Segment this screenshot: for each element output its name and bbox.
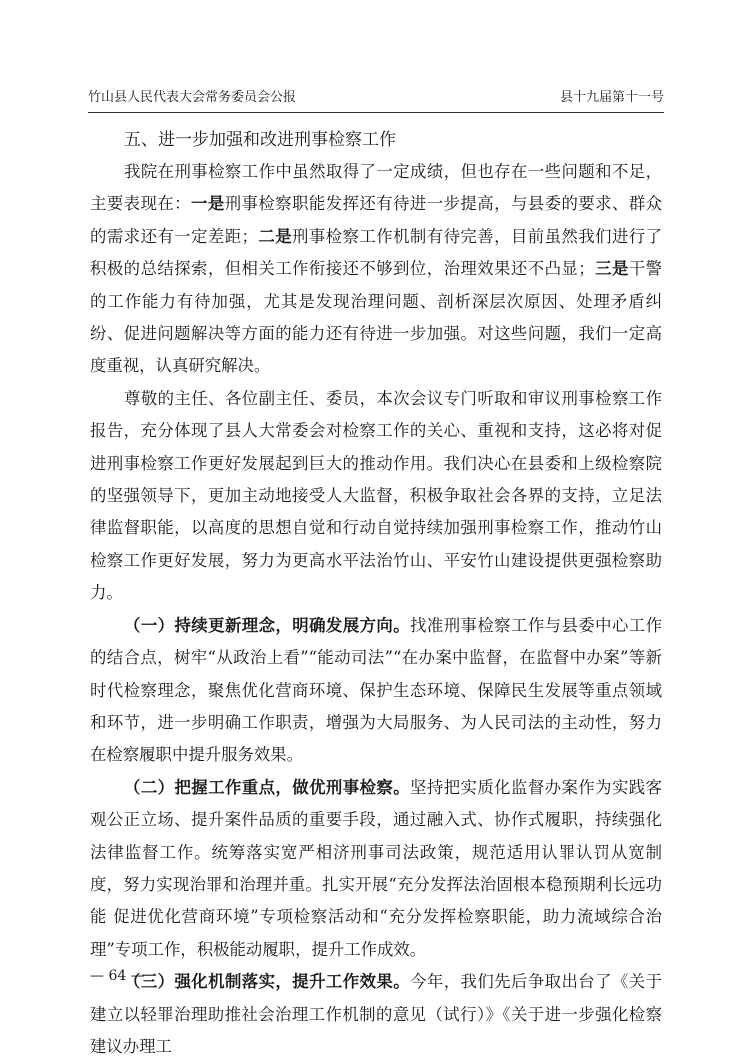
p1-text-4: 干警的工作能力有待加强，尤其是发现治理问题、剖析深层次原因、处理矛盾纠纷、促进问题解决等方面的能力还有待进一步加强。对这些问题，我们一定高度重视，认真研究解决。 bbox=[90, 259, 663, 376]
p1-marker-1: 一是 bbox=[191, 194, 225, 214]
p1-text-3: 刑事检察工作机制有待完善，目前虽然我们进行了积极的总结探索，但相关工作衔接还不够到位，治理效果还不凸显； bbox=[90, 226, 663, 279]
measure-3-heading: （三）强化机制落实，提升工作效果。 bbox=[124, 972, 411, 992]
measure-1-body: 找准刑事检察工作与县委中心工作的结合点，树牢“从政治上看”“能动司法”“在办案中监督，在监督中办案”等新时代检察理念，聚焦优化营商环境、保护生态环境、保障民生发展等重点领域和环节，进一步明确工作职责，增强为大局服务、为人民司法的主动性，努力在检察履职中提升服务效果。 bbox=[90, 615, 663, 765]
header-issue-number: 县十九届第十一号 bbox=[559, 90, 664, 105]
p1-marker-2: 二是 bbox=[257, 226, 293, 246]
document-body bbox=[90, 124, 662, 1063]
paragraph-measure-3 bbox=[90, 966, 662, 1063]
paragraph-measure-1 bbox=[90, 610, 662, 772]
page-number: — 64 — bbox=[90, 968, 145, 984]
measure-2-body: 坚持把实质化监督办案作为实践客观公正立场、提升案件品质的重要手段，通过融入式、协作式履职，持续强化法律监督工作。统筹落实宽严相济刑事司法政策，规范适用认罪认罚从宽制度，努力实现治罪和治理并重。扎实开展“充分发挥法治固根本稳预期利长远功能 促进优化营商环境”专项检察活动和“充分发挥检察职能，助力流域综合治理”专项工作，积极能动履职，提升工作成效。 bbox=[90, 777, 663, 959]
page-header bbox=[88, 88, 664, 113]
measure-1-heading: （一）持续更新理念，明确发展方向。 bbox=[124, 615, 411, 635]
paragraph-measure-2 bbox=[90, 772, 662, 966]
header-publication-title: 竹山县人民代表大会常务委员会公报 bbox=[88, 90, 297, 105]
measure-2-heading: （二）把握工作重点，做优刑事检察。 bbox=[124, 777, 411, 797]
section-heading: 五、进一步加强和改进刑事检察工作 bbox=[124, 130, 396, 150]
p1-marker-3: 三是 bbox=[594, 259, 629, 279]
measure-3-body: 今年，我们先后争取出台了《关于建立以轻罪治理助推社会治理工作机制的意见（试行）》《关于进一步强化检察建议办理工 bbox=[90, 972, 663, 1056]
paragraph-shortcomings bbox=[90, 156, 662, 383]
p1-text-2: 刑事检察职能发挥还有待进一步提高，与县委的要求、群众的需求还有一定差距； bbox=[90, 194, 663, 246]
p1-text-1: 我院在刑事检察工作中虽然取得了一定成绩，但也存在一些问题和不足，主要表现在： bbox=[90, 162, 662, 214]
paragraph-address: 尊敬的主任、各位副主任、委员，本次会议专门听取和审议刑事检察工作报告，充分体现了县人大常委会对检察工作的关心、重视和支持，这必将对促进刑事检察工作更好发展起到巨大的推动作用。我们决心在县委和上级检察院的坚强领导下，更加主动地接受人大监督，积极争取社会各界的支持，立足法律监督职能，以高度的思想自觉和行动自觉持续加强刑事检察工作，推动竹山检察工作更好发展，努力为更高水平法治竹山、平安竹山建设提供更强检察助力。 bbox=[90, 388, 662, 603]
